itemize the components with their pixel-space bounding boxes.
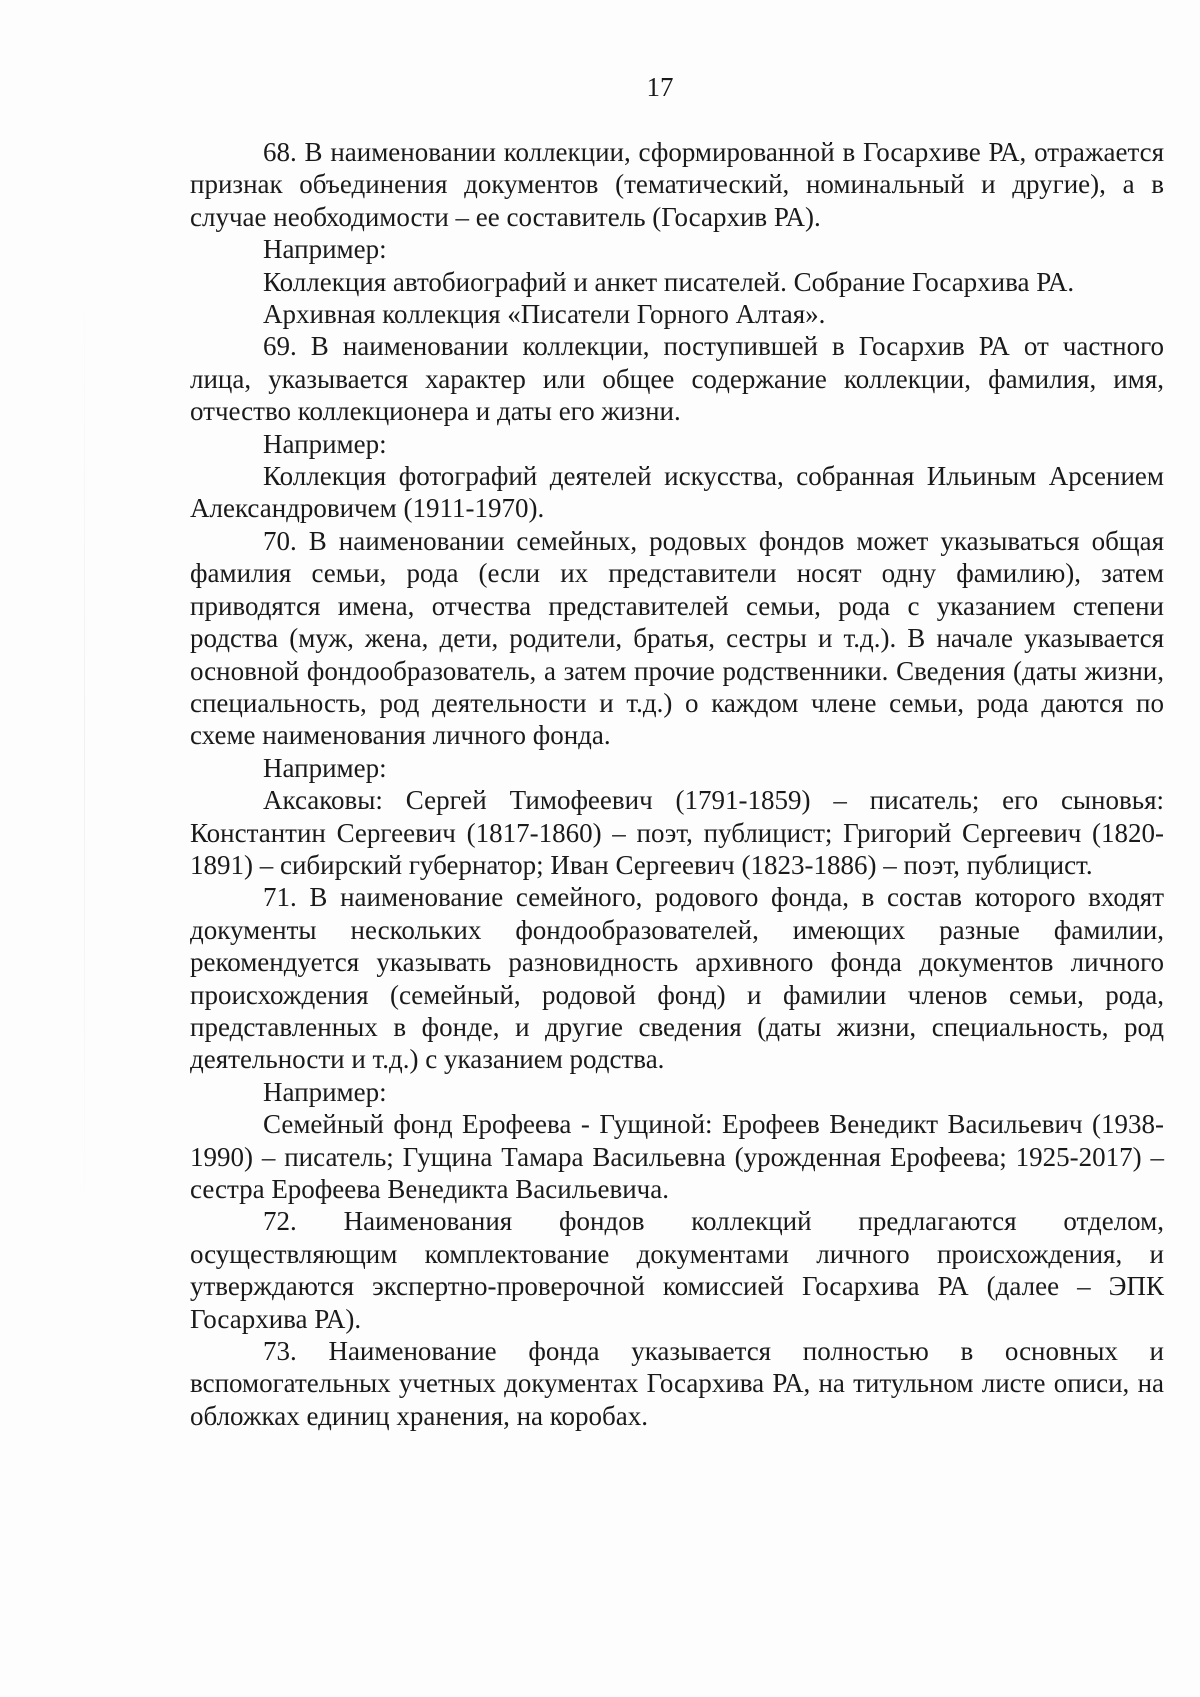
example-label: Например:	[263, 752, 387, 783]
example-line: Коллекция автобиографий и анкет писателей. Собрание Госархива РА.	[263, 266, 1075, 297]
example-label: Например:	[263, 234, 387, 265]
page-number: 17	[646, 72, 674, 102]
paragraph-68: 68. В наименовании коллекции, сформированной в Госархиве РА, отражается признак объединения документов (тематический, номинальный и другие), а в случае необходимости – ее составитель (Госархив РА).	[190, 137, 1164, 232]
scan-margin-shadow	[84, 250, 85, 1250]
paragraph-72: 72. Наименования фондов коллекций предлагаются отделом, осуществляющим комплектование документами личного происхождения, и утверждаются экспертно-проверочной комиссией Госархива РА (далее – ЭПК Госархива РА).	[190, 1206, 1164, 1334]
example-line: Аксаковы: Сергей Тимофеевич (1791-1859) – писатель; его сыновья: Константин Сергеевич (1817-1860) – поэт, публицист; Григорий Сергеевич (1820-1891) – сибирский губернатор; Иван Сергеевич (1823-1886) – поэт, публицист.	[190, 785, 1164, 880]
example-line: Семейный фонд Ерофеева - Гущиной: Ерофеев Венедикт Васильевич (1938-1990) – писатель; Гущина Тамара Васильевна (урожденная Ерофеева; 1925-2017) – сестра Ерофеева Венедикта Васильевича.	[190, 1109, 1164, 1204]
paragraph-70: 70. В наименовании семейных, родовых фондов может указываться общая фамилия семьи, рода (если их представители носят одну фамилию), затем приводятся имена, отчества представителей семьи, рода с указанием степени родства (муж, жена, дети, родители, братья, сестры и т.д.). В начале указывается основной фондообразователь, а затем прочие родственники. Сведения (даты жизни, специальность, род деятельности и т.д.) о каждом члене семьи, рода даются по схеме наименования личного фонда.	[190, 525, 1164, 751]
example-line: Архивная коллекция «Писатели Горного Алтая».	[263, 299, 826, 330]
body-text	[190, 136, 1164, 1432]
paragraph-71: 71. В наименование семейного, родового фонда, в состав которого входят документы нескольких фондообразователей, имеющих разные фамилии, рекомендуется указывать разновидность архивного фонда документов личного происхождения (семейный, родовой фонд) и фамилии членов семьи, рода, представленных в фонде, и другие сведения (даты жизни, специальность, род деятельности и т.д.) с указанием родства.	[190, 882, 1164, 1075]
example-label: Например:	[263, 428, 387, 459]
paragraph-69: 69. В наименовании коллекции, поступившей в Госархив РА от частного лица, указывается характер или общее содержание коллекции, фамилия, имя, отчество коллекционера и даты его жизни.	[190, 331, 1164, 427]
example-line: Коллекция фотографий деятелей искусства, собранная Ильиным Арсением Александровичем (1911-1970).	[190, 461, 1164, 524]
example-label: Например:	[263, 1076, 387, 1107]
paragraph-73: 73. Наименование фонда указывается полностью в основных и вспомогательных учетных документах Госархива РА, на титульном листе описи, на обложках единиц хранения, на коробах.	[190, 1336, 1164, 1431]
